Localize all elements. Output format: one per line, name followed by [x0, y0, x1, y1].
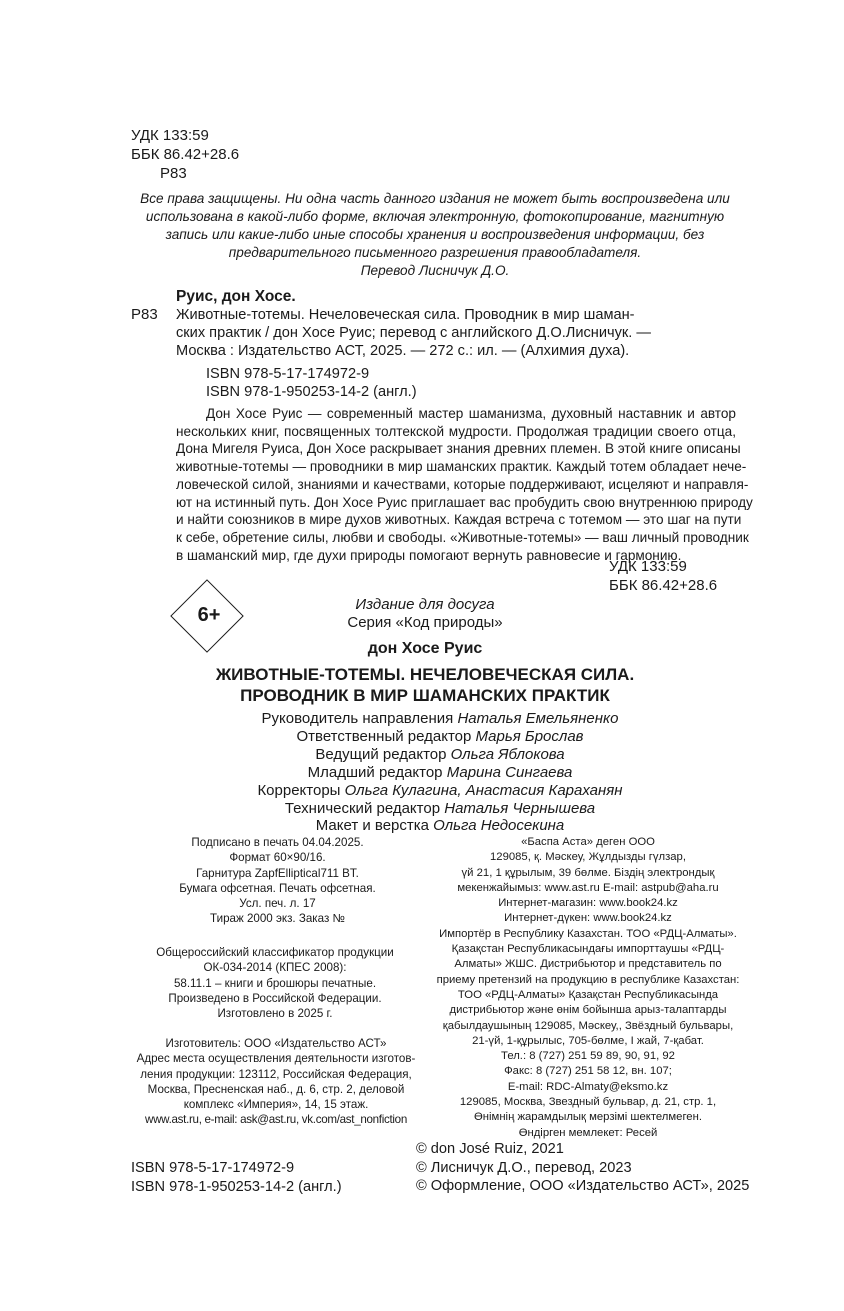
description-line: Москва : Издательство АСТ, 2025. — 272 с.: ил. — (Алхимия духа). [176, 343, 630, 359]
udk-code: УДК 133:59 [131, 127, 209, 144]
staff-entry: Макет и верстка Ольга Недосекина [315, 817, 565, 835]
staff-entry: Младший редактор Марина Сингаева [307, 763, 573, 781]
staff-entry: Руководитель направления Наталья Емельяненко [261, 710, 619, 727]
copyright-line: © Лисничук Д.О., перевод, 2023 [416, 1159, 632, 1176]
annotation-line: в шаманский мир, где духи природы помогают вернуть равновесие и гармонию. [176, 547, 682, 563]
classifier-line: ОК-034-2014 (КПЕС 2008): [203, 961, 347, 975]
catalog-description [176, 306, 651, 360]
catalog-udk: УДК 133:59 [609, 558, 687, 575]
title-line-2: ПРОВОДНИК В МИР ШАМАНСКИХ ПРАКТИК [240, 686, 610, 705]
catalog-isbn [206, 365, 417, 401]
kazakh-line: Тел.: 8 (727) 251 59 89, 90, 91, 92 [501, 1050, 675, 1063]
kazakh-line: Өнімнің жарамдылық мерзімі шектелмеген. [474, 1111, 702, 1124]
isbn-footer [131, 1159, 342, 1196]
staff-entry: Ответственный редактор Марья Брослав [296, 727, 584, 745]
catalog-author-heading: Руис, дон Хосе. [176, 288, 296, 305]
classifier-line: Изготовлено в 2025 г. [217, 1007, 333, 1021]
rights-notice [125, 190, 745, 280]
manufacturer-line: комплекс «Империя», 14, 15 этаж. [183, 1098, 369, 1112]
copyright-line: © Оформление, ООО «Издательство АСТ», 2025 [416, 1178, 750, 1194]
kazakh-line: 129085, Москва, Звездный бульвар, д. 21, стр. 1, [459, 1096, 717, 1109]
kazakh-line: Қазақстан Республикасындағы импорттаушы «РДЦ- [451, 943, 725, 956]
description-line: Животные-тотемы. Нечеловеческая сила. Проводник в мир шаман- [176, 307, 635, 323]
kazakh-line: приему претензий на продукцию в республике Казахстан: [436, 973, 740, 986]
book-title [150, 664, 700, 706]
title-line-1: ЖИВОТНЫЕ-ТОТЕМЫ. НЕЧЕЛОВЕЧЕСКАЯ СИЛА. [215, 665, 635, 684]
isbn-line: ISBN 978-5-17-174972-9 [206, 366, 370, 382]
staff-entry: Корректоры Ольга Кулагина, Анастасия Караханян [257, 781, 623, 799]
classifier-info [140, 945, 410, 1021]
print-info [150, 835, 405, 927]
print-info-line: Тираж 2000 экз. Заказ № [210, 912, 345, 926]
annotation-line: нескольких книг, посвященных толтекской мудрости. Продолжая традиции своего отца, [176, 423, 736, 439]
staff-entry: Ведущий редактор Ольга Яблокова [315, 745, 565, 763]
annotation-line: ловеческой силой, знаниями и качествами, которые поддерживают, исцеляют и направля- [176, 476, 749, 492]
kazakh-line: 21-үй, 1-құрылыс, 705-бөлме, I жай, 7-қабат. [472, 1034, 704, 1047]
age-rating-label: 6+ [197, 604, 221, 626]
edition-series: Серия «Код природы» [347, 614, 503, 631]
annotation-line: и найти союзников в мире духов животных. Каждая встреча с тотемом — это шаг на пути [176, 512, 742, 528]
kazakh-line: Факс: 8 (727) 251 58 12, вн. 107; [504, 1065, 672, 1078]
bbk-code: ББК 86.42+28.6 [131, 146, 240, 163]
isbn-line: ISBN 978-1-950253-14-2 (англ.) [206, 384, 417, 400]
description-line: ских практик / дон Хосе Руис; перевод с английского Д.О.Лисничук. — [176, 325, 652, 341]
print-info-line: Подписано в печать 04.04.2025. [191, 836, 364, 849]
annotation-line: к себе, обретение силы, любви и свободы. «Животные-тотемы» — ваш личный проводник [176, 529, 749, 545]
kazakh-line: Алматы» ЖШС. Дистрибьютор и представитель по [454, 958, 722, 971]
kazakh-line: E-mail: RDC-Almaty@eksmo.kz [507, 1080, 669, 1093]
manufacturer-line: Изготовитель: ООО «Издательство АСТ» [165, 1037, 387, 1050]
kazakh-line: үй 21, 1 құрылым, 39 бөлме. Біздің электрондық [461, 866, 715, 879]
catalog-sign: Р83 [131, 306, 158, 323]
print-info-line: Бумага офсетная. Печать офсетная. [179, 881, 376, 895]
annotation-line: животные-тотемы — проводники в мир шаманских практик. Каждый тотем обладает нече- [176, 459, 747, 475]
kazakh-line: Интернет-дүкен: www.book24.kz [504, 912, 672, 925]
rights-line: использована в какой-либо форме, включая электронную, фотокопирование, магнитную [145, 209, 725, 224]
author-sign: Р83 [160, 165, 187, 182]
annotation-line: Дон Хосе Руис — современный мастер шаманизма, духовный наставник и автор [206, 406, 736, 421]
kazakh-line: Интернет-магазин: www.book24.kz [498, 897, 678, 910]
edition-author: дон Хосе Руис [367, 640, 483, 657]
staff-list [150, 710, 730, 835]
manufacturer-line: www.ast.ru, e-mail: ask@ast.ru, vk.com/ast_nonfiction [145, 1113, 407, 1127]
manufacturer-info [128, 1036, 424, 1128]
rights-line: предварительного письменного разрешения правообладателя. [228, 245, 642, 260]
print-info-line: Усл. печ. л. 17 [239, 897, 316, 911]
edition-type: Издание для досуга [355, 596, 495, 613]
kazakh-line: «Баспа Аста» деген ООО [521, 836, 655, 848]
print-info-line: Формат 60×90/16. [229, 851, 326, 865]
kazakh-line: қабылдаушының 129085, Мәскеу,, Звёздный бульвары, [442, 1019, 734, 1032]
kazakh-info [425, 835, 751, 1141]
classifier-line: Произведено в Российской Федерации. [168, 991, 382, 1005]
classifier-line: 58.11.1 – книги и брошюры печатные. [173, 976, 377, 990]
rights-line: Все права защищены. Ни одна часть данного издания не может быть воспроизведена или [140, 191, 730, 206]
isbn-footer-line: ISBN 978-1-950253-14-2 (англ.) [131, 1178, 342, 1195]
annotation [176, 405, 753, 564]
kazakh-line: 129085, қ. Мәскеу, Жұлдызды гүлзар, [490, 851, 686, 864]
manufacturer-line: Адрес места осуществления деятельности изготов- [136, 1052, 416, 1066]
staff-entry: Технический редактор Наталья Чернышева [284, 799, 596, 817]
kazakh-line: Импортёр в Республику Казахстан. ТОО «РДЦ-Алматы». [439, 927, 737, 940]
print-info-line: Гарнитура ZapfElliptical711 BT. [196, 866, 359, 880]
isbn-footer-line: ISBN 978-5-17-174972-9 [131, 1160, 295, 1176]
rights-line: запись или какие-либо иные способы хранения и воспроизведения информации, без [165, 227, 705, 242]
classifier-line: Общероссийский классификатор продукции [156, 946, 394, 959]
manufacturer-line: Москва, Пресненская наб., д. 6, стр. 2, деловой [147, 1082, 405, 1096]
annotation-line: Дона Мигеля Руиса, Дон Хосе раскрывает знания древних племен. В этой книге описаны [176, 441, 741, 457]
kazakh-line: ТОО «РДЦ-Алматы» Қазақстан Республикасында [457, 988, 719, 1001]
kazakh-line: Өндірген мемлекет: Ресей [518, 1126, 658, 1139]
copyright-line: © don José Ruiz, 2021 [416, 1141, 564, 1157]
annotation-line: ют на истинный путь. Дон Хосе Руис приглашает вас пробудить свою внутреннюю природу [176, 494, 753, 510]
translation-credit: Перевод Лисничук Д.О. [360, 263, 510, 278]
manufacturer-line: ления продукции: 123112, Российская Федерация, [140, 1067, 412, 1081]
kazakh-line: дистрибьютор және өнім бойынша арыз-талаптарды [449, 1004, 727, 1017]
kazakh-line: мекенжайымыз: www.ast.ru E-mail: astpub@aha.ru [457, 881, 719, 894]
copyright-block [416, 1140, 749, 1196]
catalog-bbk: ББК 86.42+28.6 [609, 577, 718, 594]
